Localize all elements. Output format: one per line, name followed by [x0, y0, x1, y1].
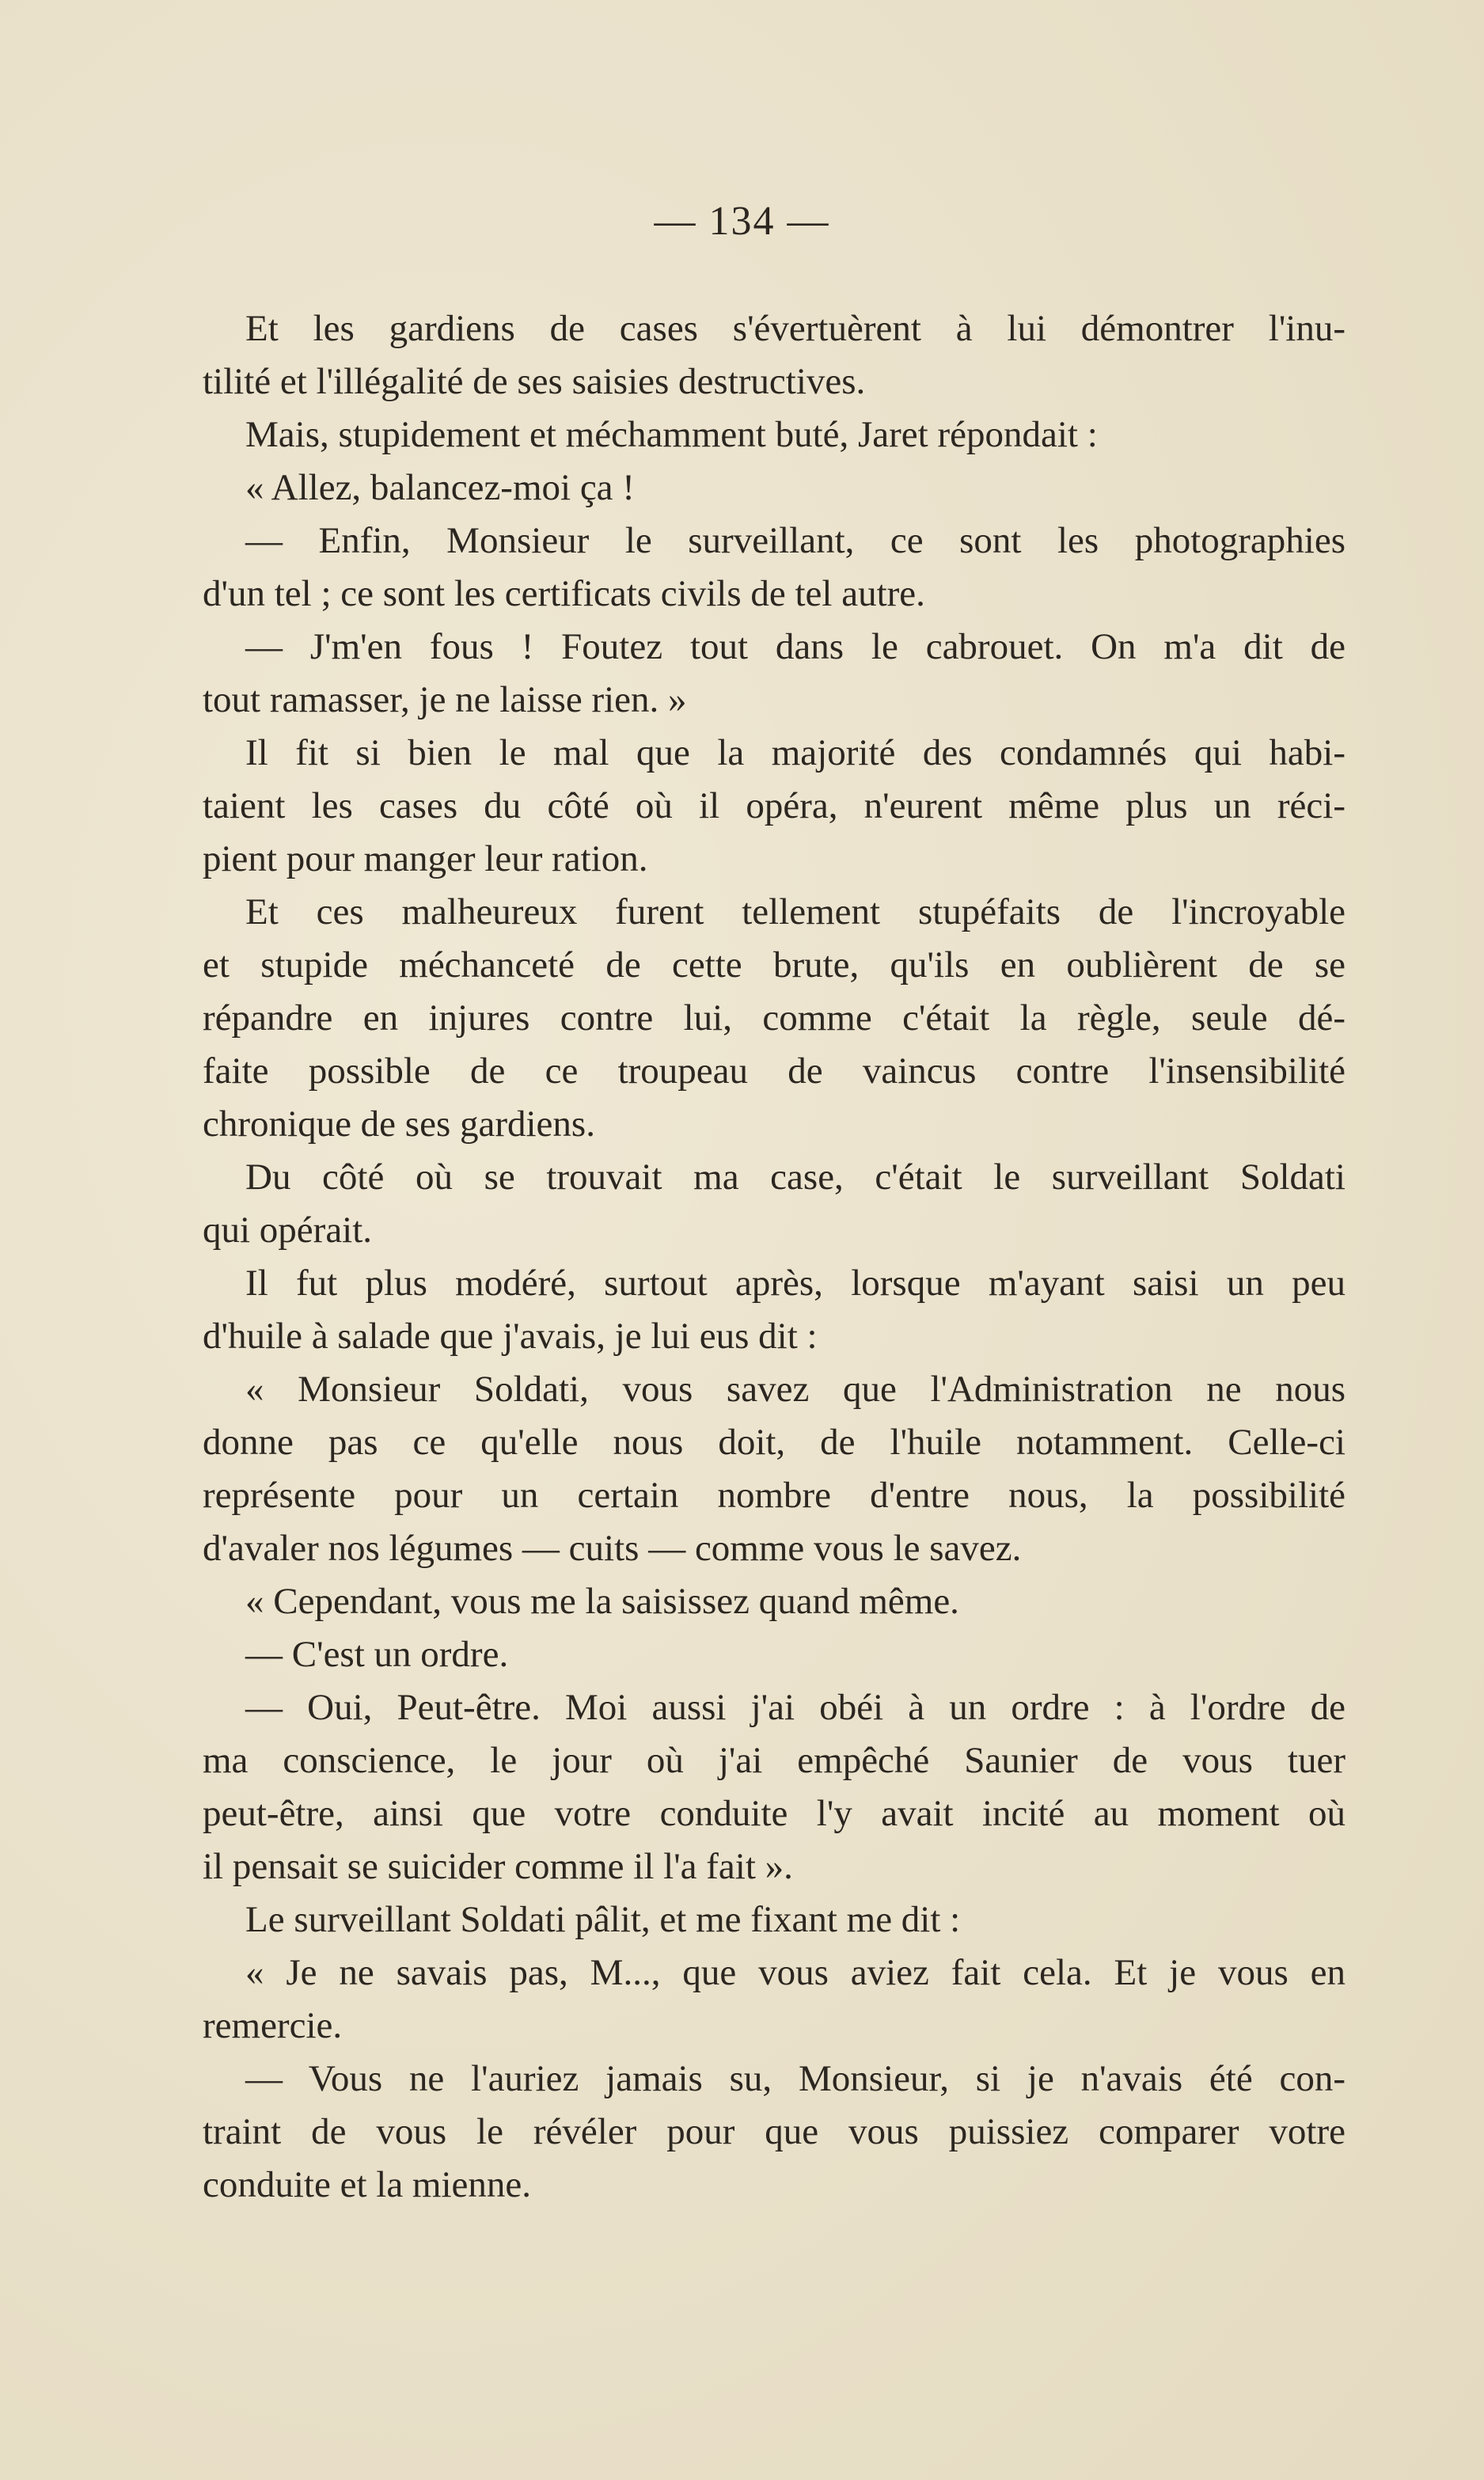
text-line: d'huile à salade que j'avais, je lui eus dit : [203, 1316, 818, 1357]
text-line: Il fit si bien le mal que la majorité des condamnés qui habi- [245, 732, 1345, 773]
text-line: ma conscience, le jour où j'ai empêché Saunier de vous tuer [203, 1740, 1345, 1781]
text-line: pient pour manger leur ration. [203, 838, 648, 879]
text-line: tilité et l'illégalité de ses saisies destructives. [203, 361, 866, 402]
text-line: « Allez, balancez-moi ça ! [245, 467, 635, 508]
text-line: « Je ne savais pas, M..., que vous aviez fait cela. Et je vous en [245, 1952, 1345, 1993]
text-line: « Monsieur Soldati, vous savez que l'Administration ne nous [245, 1369, 1345, 1410]
text-line: — Oui, Peut-être. Moi aussi j'ai obéi à un ordre : à l'ordre de [245, 1687, 1345, 1728]
text-line: d'avaler nos légumes — cuits — comme vous le savez. [203, 1528, 1022, 1569]
body-text [203, 302, 1345, 2212]
text-line: conduite et la mienne. [203, 2164, 532, 2205]
text-line: représente pour un certain nombre d'entre nous, la possibilité [203, 1475, 1345, 1516]
text-line: il pensait se suicider comme il l'a fait ». [203, 1846, 793, 1887]
text-line: — C'est un ordre. [245, 1634, 509, 1675]
text-line: Du côté où se trouvait ma case, c'était le surveillant Soldati [245, 1156, 1345, 1198]
text-line: Il fut plus modéré, surtout après, lorsque m'ayant saisi un peu [245, 1263, 1345, 1304]
text-line: Et ces malheureux furent tellement stupéfaits de l'incroyable [245, 891, 1345, 932]
text-line: « Cependant, vous me la saisissez quand même. [245, 1581, 959, 1622]
text-line: tout ramasser, je ne laisse rien. » [203, 679, 687, 720]
text-line: peut-être, ainsi que votre conduite l'y avait incité au moment où [203, 1793, 1345, 1834]
text-line: Mais, stupidement et méchamment buté, Jaret répondait : [245, 414, 1098, 455]
text-line: — J'm'en fous ! Foutez tout dans le cabrouet. On m'a dit de [245, 626, 1345, 667]
text-line: — Enfin, Monsieur le surveillant, ce sont les photographies [245, 520, 1345, 561]
text-line: — Vous ne l'auriez jamais su, Monsieur, si je n'avais été con- [245, 2058, 1345, 2099]
text-line: d'un tel ; ce sont les certificats civils de tel autre. [203, 573, 925, 614]
text-line: Et les gardiens de cases s'évertuèrent à lui démontrer l'inu- [245, 308, 1345, 349]
text-line: taient les cases du côté où il opéra, n'eurent même plus un réci- [203, 785, 1345, 826]
text-line: remercie. [203, 2005, 343, 2046]
text-line: chronique de ses gardiens. [203, 1103, 595, 1145]
text-line: qui opérait. [203, 1210, 373, 1251]
text-line: faite possible de ce troupeau de vaincus contre l'insensibilité [203, 1050, 1345, 1092]
page-number: — 134 — [654, 199, 830, 244]
text-line: et stupide méchanceté de cette brute, qu'ils en oublièrent de se [203, 944, 1345, 986]
text-line: Le surveillant Soldati pâlit, et me fixant me dit : [245, 1899, 961, 1940]
text-line: répandre en injures contre lui, comme c'était la règle, seule dé- [203, 997, 1345, 1039]
text-line: donne pas ce qu'elle nous doit, de l'huile notamment. Celle-ci [203, 1422, 1345, 1463]
text-line: traint de vous le révéler pour que vous puissiez comparer votre [203, 2111, 1345, 2152]
